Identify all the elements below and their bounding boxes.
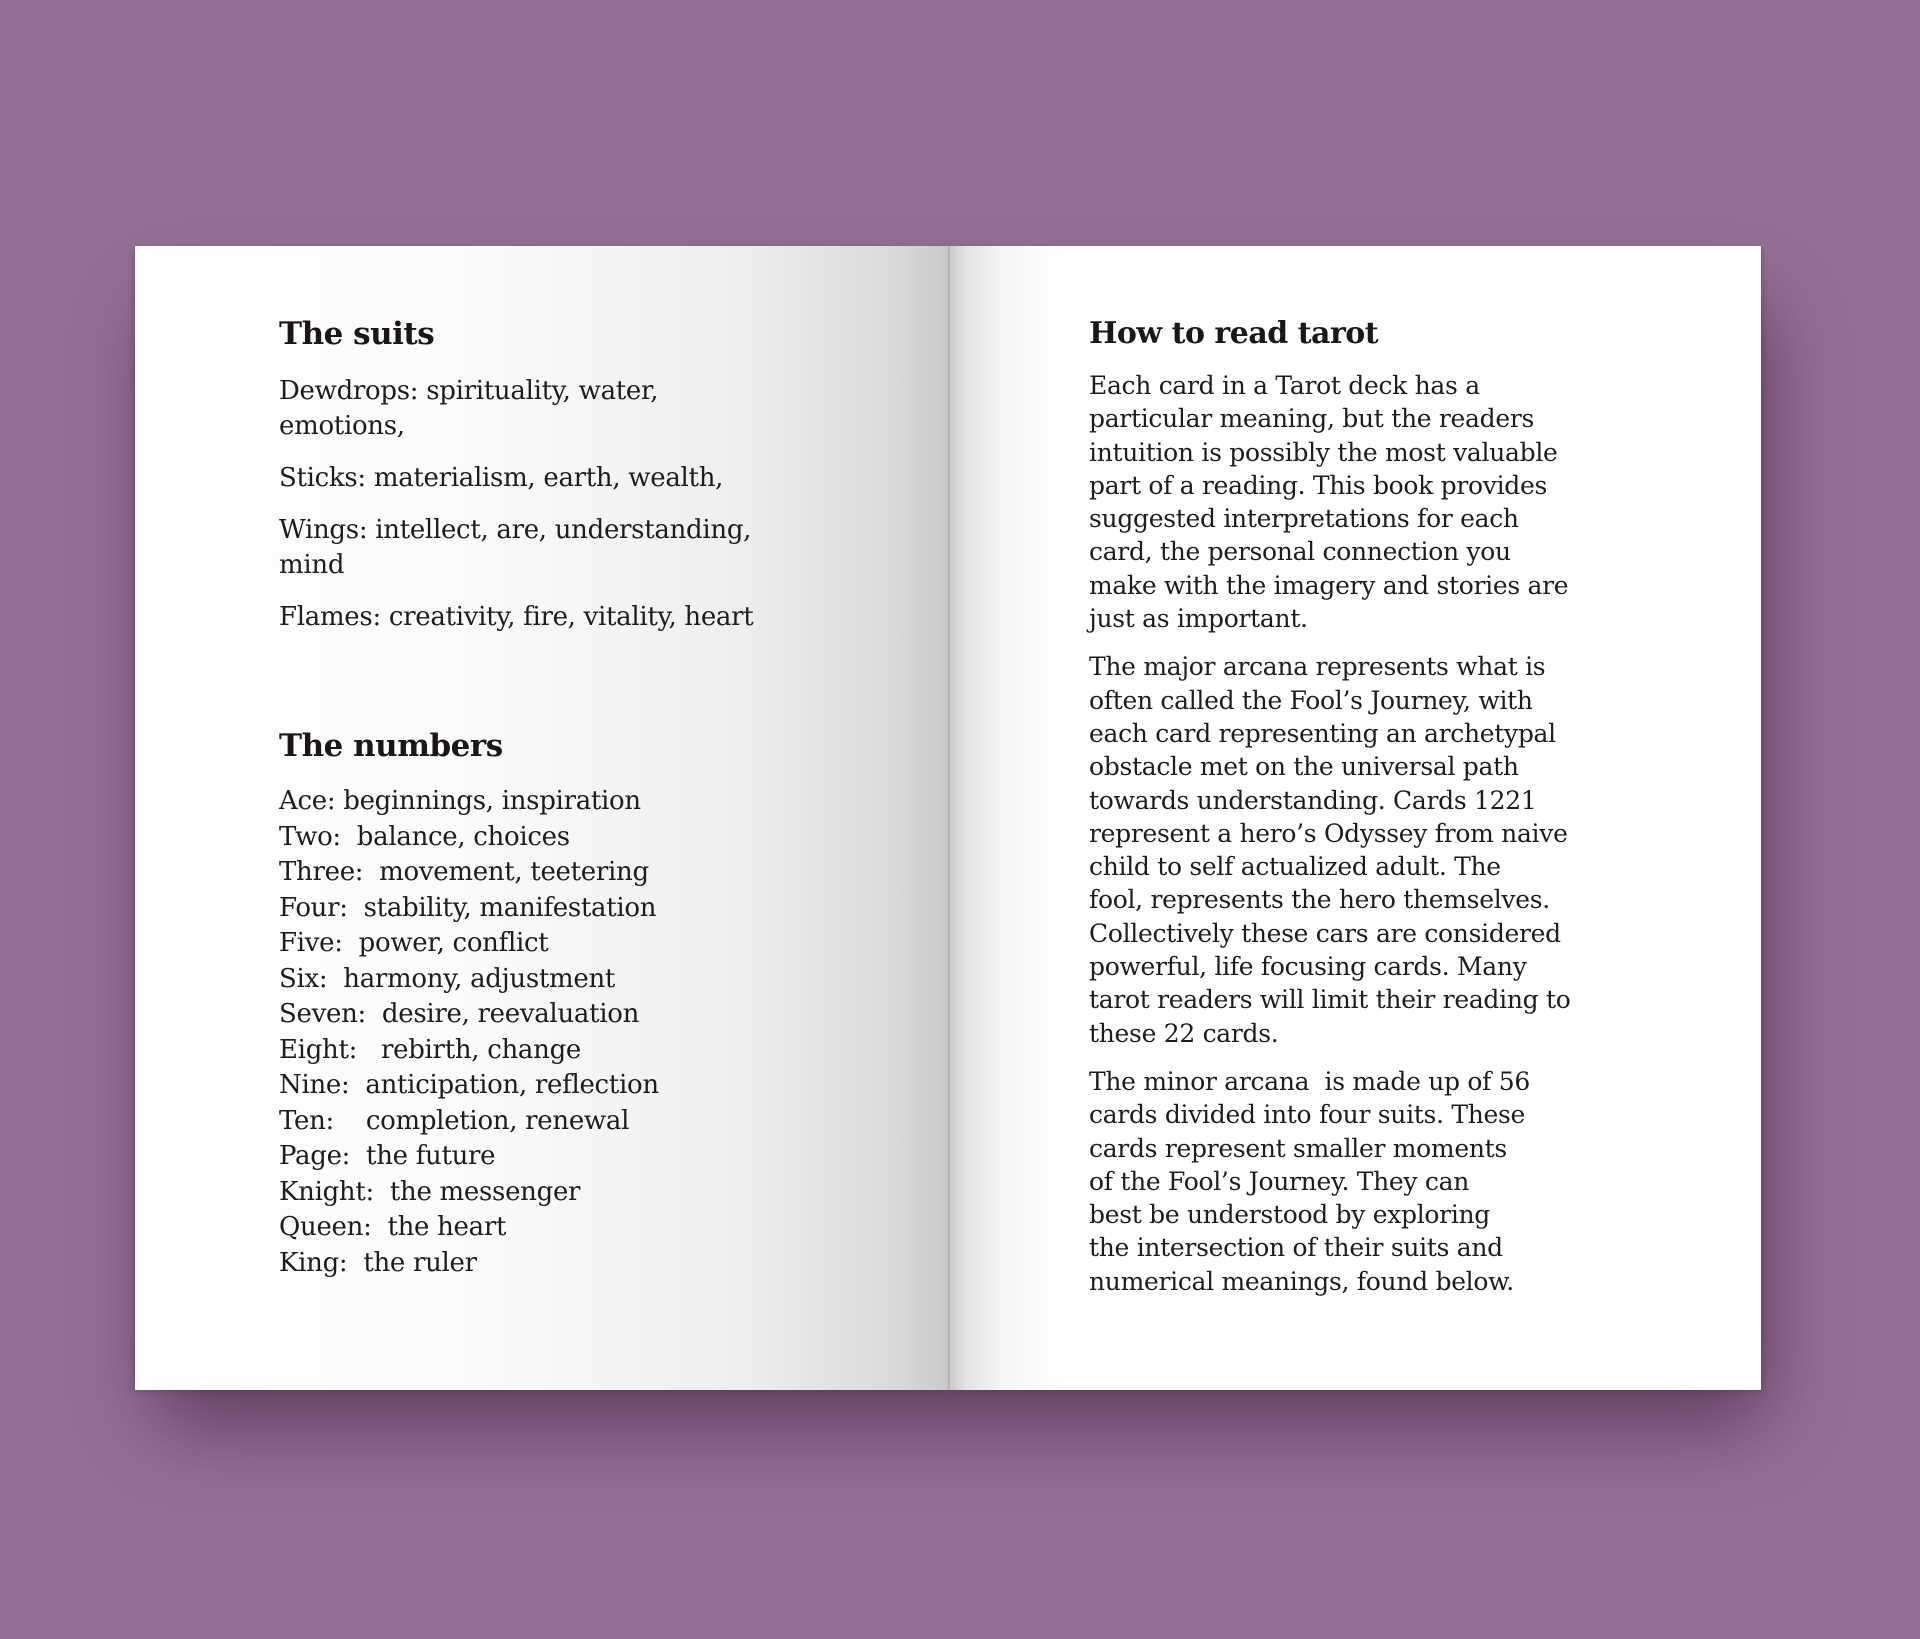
number-item-three: Three: movement, teetering xyxy=(279,857,649,887)
number-item-eight: Eight: rebirth, change xyxy=(279,1034,581,1065)
suit-item-wings: Wings: intellect, are, understanding, mind xyxy=(279,515,752,580)
number-item-ten: Ten: completion, renewal xyxy=(279,1105,630,1136)
open-booklet xyxy=(135,246,1761,1390)
number-item-two: Two: balance, choices xyxy=(279,821,570,852)
numbers-list xyxy=(279,784,899,1281)
suit-item-sticks: Sticks: materialism, earth, wealth, xyxy=(279,463,724,493)
right-page xyxy=(949,246,1761,1390)
paragraph-intro: Each card in a Tarot deck has a particular meaning, but the readers intuition is possibly the most valuable part of a reading. This book provides suggested interpretations for each card, the personal connection you make with the imagery and stories are just as important. xyxy=(1089,371,1569,634)
number-item-six: Six: harmony, adjustment xyxy=(279,963,616,994)
numbers-heading: The numbers xyxy=(279,728,503,764)
left-page xyxy=(135,246,949,1390)
paragraph-major-arcana: The major arcana represents what is often called the Fool’s Journey, with each card representing an archetypal obstacle met on the universal path towards understanding. Cards 1221 represent a hero’s Odyssey from naive child to self actualized adult. The fool, represents the hero themselves. Collectively these cars are considered powerful, life focusing cards. Many tarot readers will limit their reading to these 22 cards. xyxy=(1089,652,1571,1048)
book-spine xyxy=(948,246,950,1390)
number-item-seven: Seven: desire, reevaluation xyxy=(279,999,640,1029)
number-item-nine: Nine: anticipation, reflection xyxy=(279,1070,659,1100)
how-to-read-section xyxy=(1089,316,1629,1313)
number-item-king: King: the ruler xyxy=(279,1247,477,1278)
how-to-read-heading: How to read tarot xyxy=(1089,316,1379,351)
suit-item-flames: Flames: creativity, fire, vitality, heart xyxy=(279,602,754,632)
number-item-five: Five: power, conflict xyxy=(279,928,549,958)
paragraph-minor-arcana: The minor arcana is made up of 56 cards divided into four suits. These cards represent smaller moments of the Fool’s Journey. They can best be understood by exploring the intersection of their suits and numerical meanings, found below. xyxy=(1089,1066,1530,1296)
number-item-four: Four: stability, manifestation xyxy=(279,892,657,923)
number-item-queen: Queen: the heart xyxy=(279,1212,507,1242)
suits-section xyxy=(279,316,899,652)
suit-item-dewdrops: Dewdrops: spirituality, water, emotions, xyxy=(279,376,659,441)
numbers-section xyxy=(279,728,899,1281)
number-item-page: Page: the future xyxy=(279,1141,496,1171)
suits-heading: The suits xyxy=(279,316,435,352)
number-item-ace: Ace: beginnings, inspiration xyxy=(279,786,641,816)
number-item-knight: Knight: the messenger xyxy=(279,1176,581,1207)
